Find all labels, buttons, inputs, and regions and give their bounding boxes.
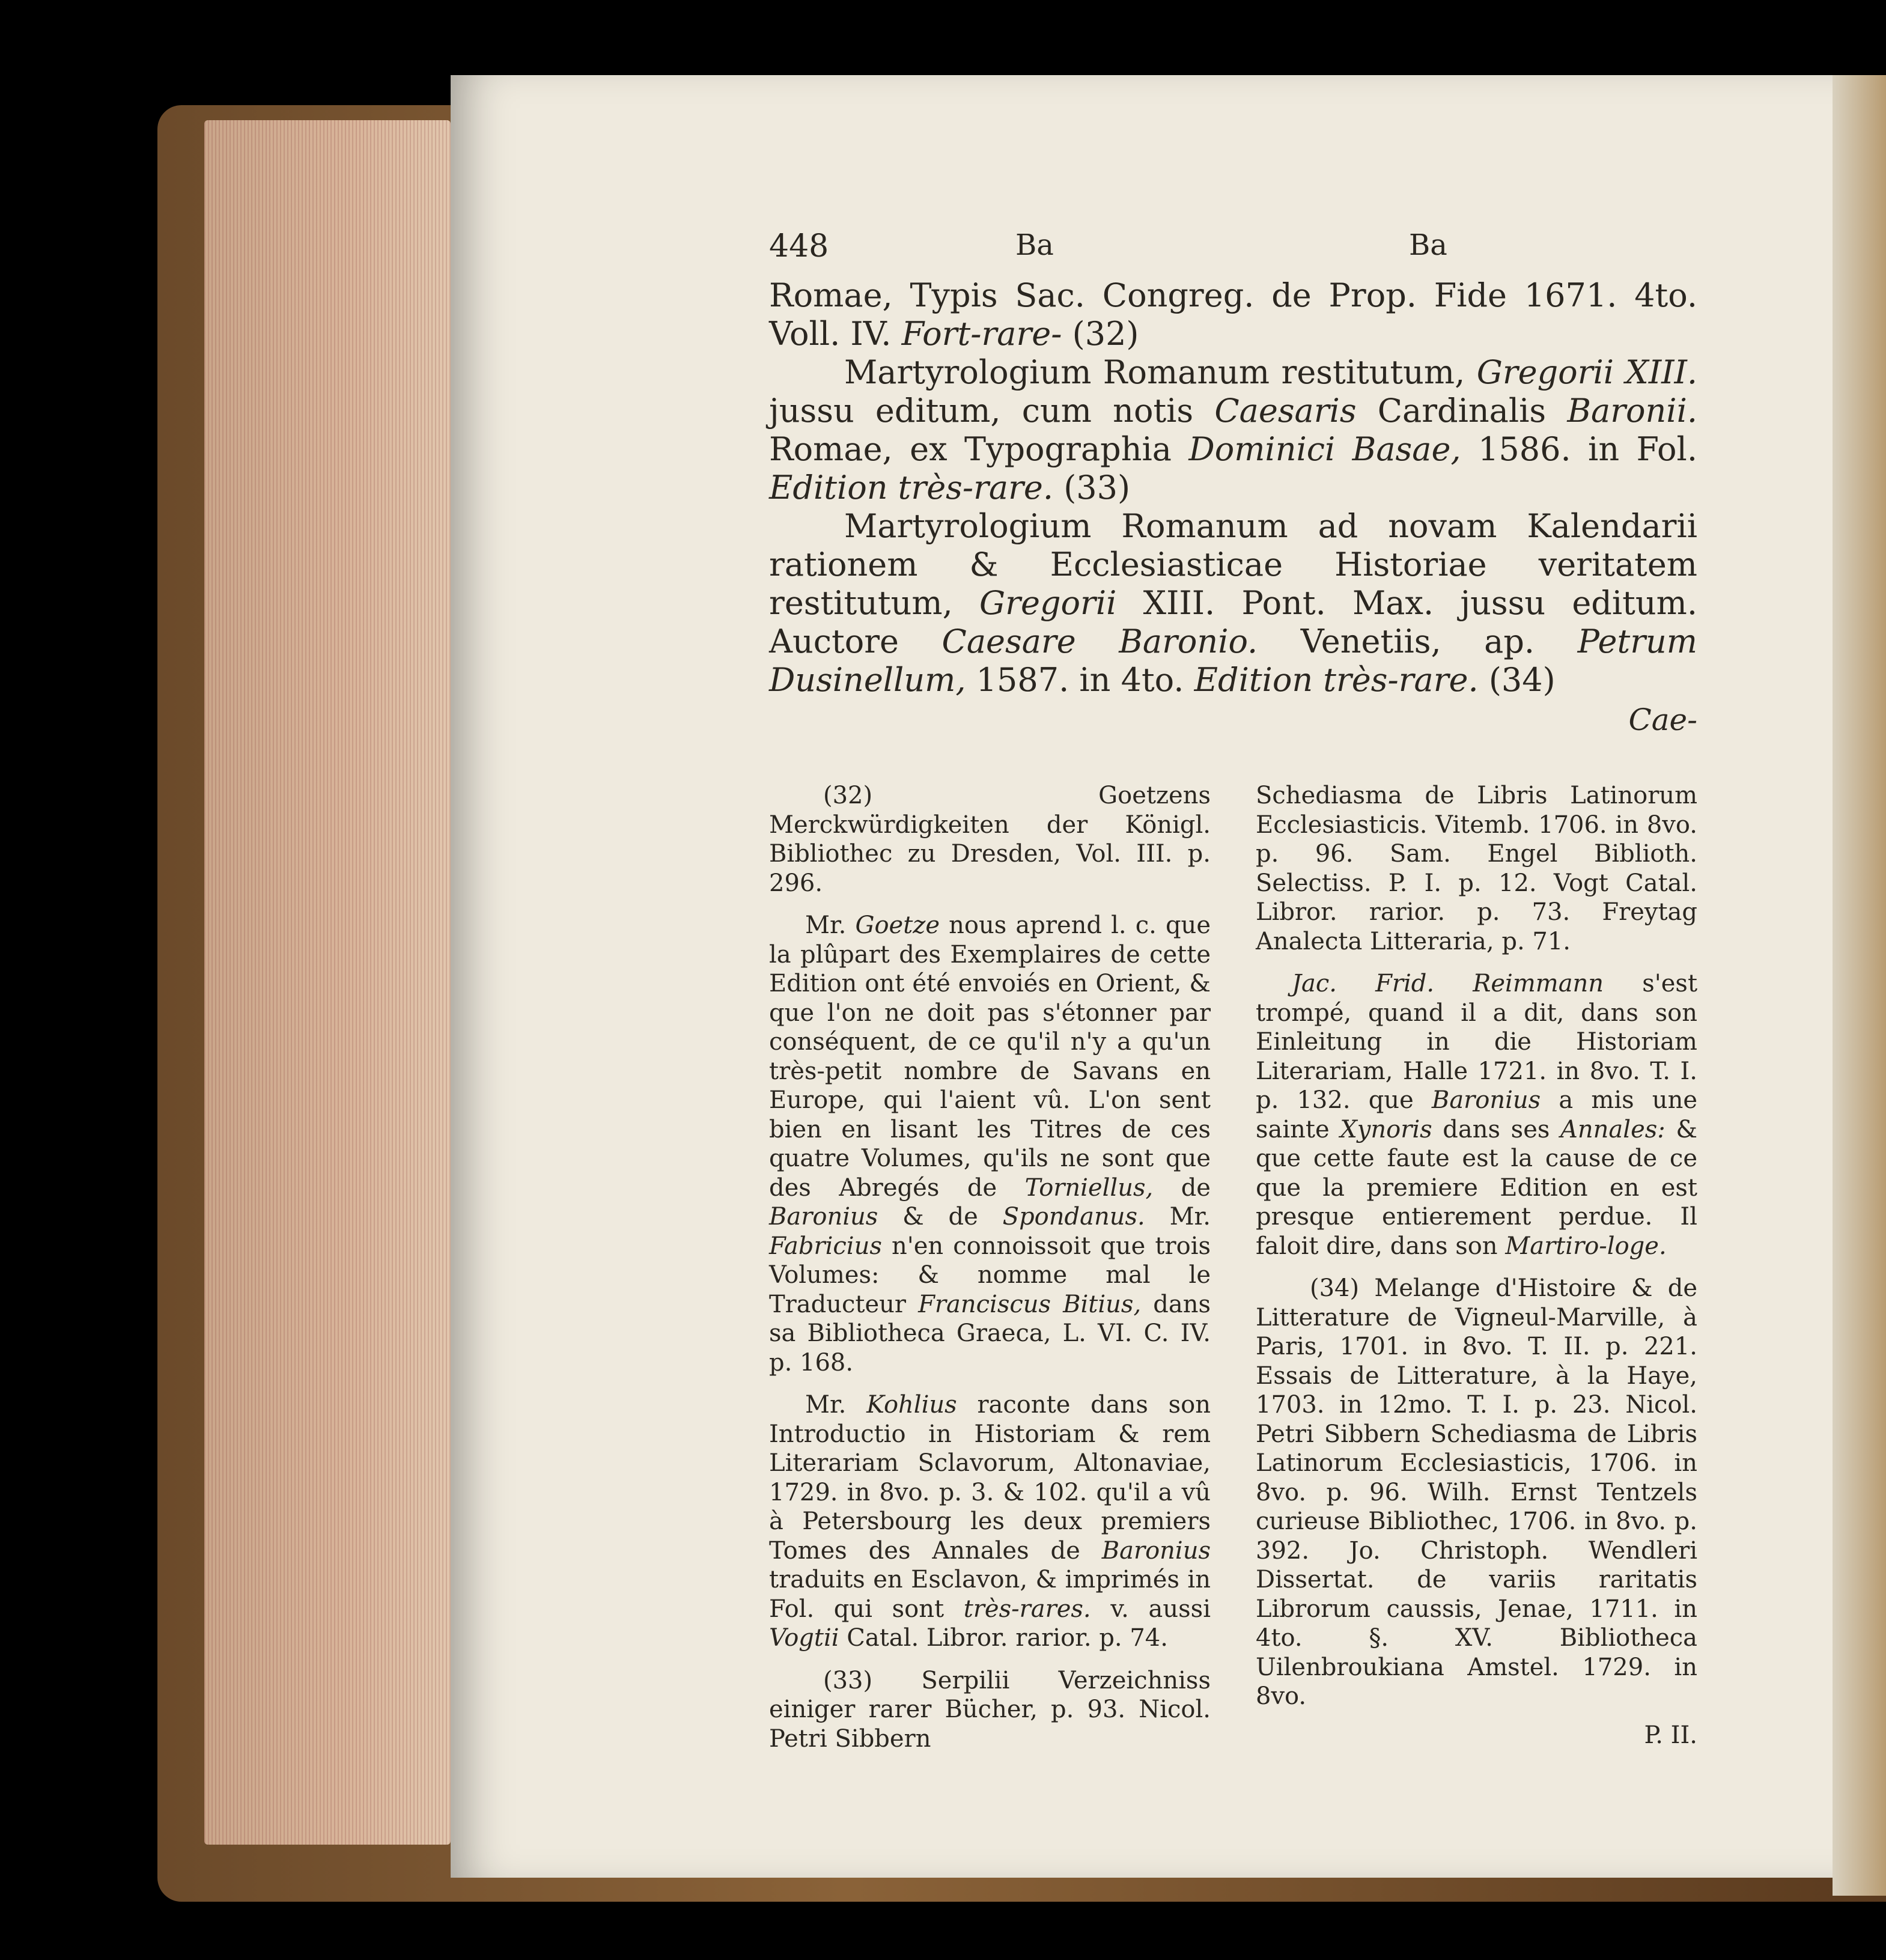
running-head xyxy=(769,228,1697,276)
entry-paragraph: Martyrologium Romanum ad novam Kalendarii rationem & Ecclesiasticae Historiae veritatem restitutum, Gregorii XIII. Pont. Max. jussu editum. Auctore Caesare Baronio. Venetiis, ap. Petrum Dusinellum, 1587. in 4to. Edition très-rare. (34) xyxy=(769,507,1698,699)
footnote-column-left xyxy=(769,781,1211,1767)
footnote: Jac. Frid. Reimmann s'est trompé, quand il a dit, dans son Einleitung in die Historiam Literariam, Halle 1721. in 8vo. T. I. p. 132. que Baronius a mis une sainte Xynoris dans ses Annales: & que cette faute est la cause de ce que la premiere Edition en est presque entierement perdue. Il faloit dire, dans son Martiro-loge. xyxy=(1256,970,1698,1260)
page-block-edge xyxy=(204,120,451,1845)
page-content xyxy=(769,228,1697,1767)
entry-paragraph: Martyrologium Romanum restitutum, Gregorii XIII. jussu editum, cum notis Caesaris Cardinalis Baronii. Romae, ex Typographia Dominici Basae, 1586. in Fol. Edition très-rare. (33) xyxy=(769,353,1698,507)
footnote: (32) Goetzens Merckwürdigkeiten der Königl. Bibliothec zu Dresden, Vol. III. p. 296. xyxy=(769,782,1211,897)
footnote: (33) Serpilii Verzeichniss einiger rarer Bücher, p. 93. Nicol. Petri Sibbern xyxy=(769,1666,1211,1753)
catchword: Cae- xyxy=(1628,702,1697,737)
footnote-column-right xyxy=(1256,781,1697,1767)
footnotes xyxy=(769,781,1697,1767)
footnote: Mr. Kohlius raconte dans son Introductio in Historiam & rem Literariam Sclavorum, Altonaviae, 1729. in 8vo. p. 3. & 102. qu'il a vû à Petersbourg les deux premiers Tomes des Annales de Baronius traduits en Esclavon, & imprimés in Fol. qui sont très-rares. v. aussi Vogtii Catal. Libror. rarior. p. 74. xyxy=(769,1391,1211,1652)
running-head-left: Ba xyxy=(1015,228,1054,262)
main-text xyxy=(769,276,1697,739)
catchword: P. II. xyxy=(1644,1721,1697,1749)
footnote-gap xyxy=(769,739,1697,781)
footnote: Schediasma de Libris Latinorum Ecclesiasticis. Vitemb. 1706. in 8vo. p. 96. Sam. Engel Biblioth. Selectiss. P. I. p. 12. Vogt Catal. Libror. rarior. p. 73. Freytag Analecta Litteraria, p. 71. xyxy=(1256,782,1697,955)
running-head-right: Ba xyxy=(1409,228,1447,262)
footnote: (34) Melange d'Histoire & de Litterature de Vigneul-Marville, à Paris, 1701. in 8vo. T. II. p. 221. Essais de Litterature, à la Haye, 1703. in 12mo. T. I. p. 23. Nicol. Petri Sibbern Schediasma de Libris Latinorum Ecclesiasticis, 1706. in 8vo. p. 96. Wilh. Ernst Tentzels curieuse Bibliothec, 1706. in 8vo. p. 392. Jo. Christoph. Wendleri Dissertat. de variis raritatis Librorum caussis, Jenae, 1711. in 4to. §. XV. Bibliotheca Uilenbroukiana Amstel. 1729. in 8vo. xyxy=(1256,1274,1697,1710)
footnote: Mr. Goetze nous aprend l. c. que la plûpart des Exemplaires de cette Edition ont été envoiés en Orient, & que l'on ne doit pas s'étonner par conséquent, de ce qu'il n'y a qu'un très-petit nombre de Savans en Europe, qui l'aient vû. L'on sent bien en lisant les Titres de ces quatre Volumes, qu'ils ne sont que des Abregés de Torniellus, de Baronius & de Spondanus. Mr. Fabricius n'en connoissoit que trois Volumes: & nomme mal le Traducteur Franciscus Bitius, dans sa Bibliotheca Graeca, L. VI. C. IV. p. 168. xyxy=(769,912,1211,1377)
page-number: 448 xyxy=(769,228,829,264)
facing-page-edge xyxy=(1833,75,1886,1896)
entry-paragraph: Romae, Typis Sac. Congreg. de Prop. Fide 1671. 4to. Voll. IV. Fort-rare- (32) xyxy=(769,276,1697,353)
